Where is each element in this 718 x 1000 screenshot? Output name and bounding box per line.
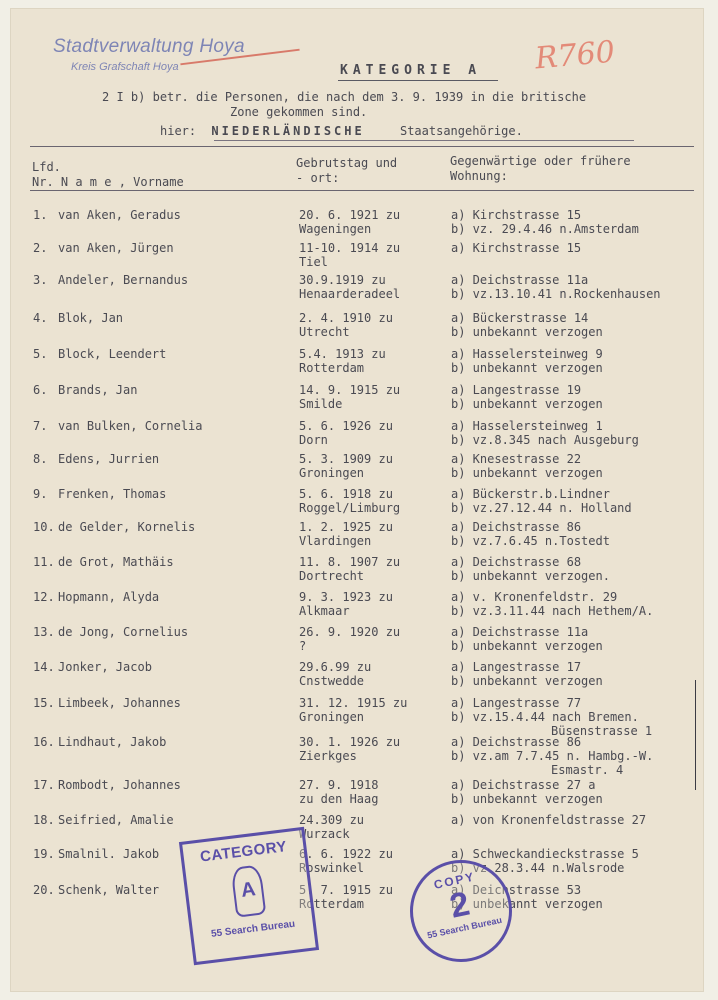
- address-a: a) Langestrasse 19: [451, 383, 582, 397]
- address-b: b) unbekannt verzogen: [451, 792, 603, 806]
- person-name: Jonker, Jacob: [58, 660, 152, 674]
- birth-date: 1. 2. 1925 zu: [299, 520, 393, 534]
- row-number: 9.: [33, 487, 48, 501]
- address-b: b) vz.7.6.45 n.Tostedt: [451, 534, 610, 548]
- nationality-suffix: Staatsangehörige.: [399, 124, 523, 138]
- intro-text: [102, 90, 586, 120]
- person-name: Frenken, Thomas: [58, 487, 167, 501]
- address-b: b) vz.3.11.44 nach Hethem/A.: [451, 604, 654, 618]
- person-name: Lindhaut, Jakob: [58, 735, 167, 749]
- address-b: b) unbekannt verzogen: [451, 674, 603, 688]
- birth-place: Vlardingen: [299, 534, 372, 548]
- nationality: NIEDERLÄNDISCHE: [211, 124, 365, 138]
- address-b: b) unbekannt verzogen: [451, 466, 603, 480]
- address-a: a) Hasselersteinweg 9: [451, 347, 603, 361]
- row-number: 19.: [33, 847, 55, 861]
- address-a: a) Langestrasse 77: [451, 696, 582, 710]
- header-rule: [30, 190, 694, 191]
- person-name: Andeler, Bernandus: [58, 273, 189, 287]
- address-a: a) Deichstrasse 53: [451, 883, 582, 897]
- address-a: a) Deichstrasse 11a: [451, 273, 589, 287]
- intro-prefix: 2 I b): [102, 90, 146, 104]
- person-name: Edens, Jurrien: [58, 452, 160, 466]
- person-name: van Bulken, Cornelia: [58, 419, 203, 433]
- row-number: 7.: [33, 419, 48, 433]
- birth-date: 2. 4. 1910 zu: [299, 311, 393, 325]
- header-lfd-name: [32, 160, 184, 190]
- birth-date: 29.6.99 zu: [299, 660, 372, 674]
- address-b: b) unbekannt verzogen.: [451, 569, 610, 583]
- row-number: 12.: [33, 590, 55, 604]
- address-a: a) Deichstrasse 86: [451, 735, 582, 749]
- hier-label: hier:: [160, 124, 197, 138]
- category-title: KATEGORIE A: [340, 63, 482, 78]
- birth-date: 5. 7. 1915 zu: [299, 883, 393, 897]
- birth-place: Rotterdam: [299, 361, 365, 375]
- birth-place: Tiel: [299, 255, 328, 269]
- category-stamp-bureau: 55 Search Bureau: [210, 918, 296, 940]
- intro-line2: Zone gekommen sind.: [230, 105, 368, 119]
- header-residence: [450, 154, 631, 184]
- person-name: Brands, Jan: [58, 383, 138, 397]
- row-number: 2.: [33, 241, 48, 255]
- row-number: 14.: [33, 660, 55, 674]
- address-a: a) Deichstrasse 11a: [451, 625, 589, 639]
- header-lfd: Lfd.: [32, 160, 61, 174]
- birth-place: Roggel/Limburg: [299, 501, 401, 515]
- birth-place: ?: [299, 639, 307, 653]
- category-stamp: [179, 827, 319, 965]
- row-number: 18.: [33, 813, 55, 827]
- person-name: Block, Leendert: [58, 347, 167, 361]
- header-birth: [296, 156, 397, 186]
- person-name: van Aken, Jürgen: [58, 241, 174, 255]
- address-a: a) Bückerstr.b.Lindner: [451, 487, 610, 501]
- person-name: Limbeek, Johannes: [58, 696, 181, 710]
- reference-mark: R760: [533, 34, 617, 77]
- row-number: 1.: [33, 208, 48, 222]
- category-underline: [338, 80, 498, 81]
- header-birth-line1: Gebrutstag und: [296, 156, 398, 170]
- address-a: a) Bückerstrasse 14: [451, 311, 589, 325]
- row-number: 13.: [33, 625, 55, 639]
- header-nr-name: Nr. N a m e , Vorname: [32, 175, 184, 189]
- header-residence-line1: Gegenwärtige oder frühere: [450, 154, 631, 168]
- row-number: 20.: [33, 883, 55, 897]
- office-stamp-line2: Kreis Grafschaft Hoya: [71, 61, 179, 73]
- person-name: Smalnil. Jakob: [58, 847, 160, 861]
- row-number: 5.: [33, 347, 48, 361]
- address-a: a) Kirchstrasse 15: [451, 208, 582, 222]
- address-b: b) unbekannt verzogen: [451, 397, 603, 411]
- person-name: Seifried, Amalie: [58, 813, 174, 827]
- birth-date: 14. 9. 1915 zu: [299, 383, 401, 397]
- address-a: a) Deichstrasse 27 a: [451, 778, 596, 792]
- person-name: Hopmann, Alyda: [58, 590, 160, 604]
- header-residence-line2: Wohnung:: [450, 169, 508, 183]
- birth-date: 26. 9. 1920 zu: [299, 625, 401, 639]
- row-number: 10.: [33, 520, 55, 534]
- address-a: a) Deichstrasse 68: [451, 555, 582, 569]
- copy-stamp-title: COPY: [432, 869, 477, 892]
- person-name: de Grot, Mathäis: [58, 555, 174, 569]
- row-number: 8.: [33, 452, 48, 466]
- category-stamp-title: CATEGORY: [199, 838, 288, 866]
- office-stamp-line1: Stadtverwaltung Hoya: [53, 36, 245, 57]
- address-a: a) Langestrasse 17: [451, 660, 582, 674]
- birth-place: Cnstwedde: [299, 674, 365, 688]
- row-number: 6.: [33, 383, 48, 397]
- office-stamp: [53, 36, 245, 73]
- category-stamp-letter: A: [230, 864, 266, 917]
- address-a: a) Knesestrasse 22: [451, 452, 582, 466]
- address-b: b) vz.am 7.7.45 n. Hambg.-W.: [451, 749, 654, 763]
- birth-date: 31. 12. 1915 zu: [299, 696, 408, 710]
- row-number: 15.: [33, 696, 55, 710]
- address-b: b) vz.13.10.41 n.Rockenhausen: [451, 287, 661, 301]
- hier-line: [160, 124, 523, 138]
- birth-date: 11. 8. 1907 zu: [299, 555, 401, 569]
- intro-line1: betr. die Personen, die nach dem 3. 9. 1939 in die britische: [152, 90, 587, 104]
- address-b: b) unbekannt verzogen: [451, 325, 603, 339]
- birth-place: Roswinkel: [299, 861, 365, 875]
- birth-date: 20. 6. 1921 zu: [299, 208, 401, 222]
- birth-place: Dortrecht: [299, 569, 365, 583]
- birth-date: 5. 6. 1918 zu: [299, 487, 393, 501]
- birth-place: Smilde: [299, 397, 343, 411]
- person-name: de Jong, Cornelius: [58, 625, 189, 639]
- birth-place: Wurzack: [299, 827, 350, 841]
- table-top-rule: [30, 146, 694, 147]
- birth-place: Henaarderadeel: [299, 287, 401, 301]
- header-birth-line2: - ort:: [296, 171, 340, 185]
- birth-date: 9. 3. 1923 zu: [299, 590, 393, 604]
- address-a: a) Kirchstrasse 15: [451, 241, 582, 255]
- birth-date: 30.9.1919 zu: [299, 273, 386, 287]
- person-name: de Gelder, Kornelis: [58, 520, 196, 534]
- birth-place: Alkmaar: [299, 604, 350, 618]
- address-a: a) Deichstrasse 86: [451, 520, 582, 534]
- row-number: 11.: [33, 555, 55, 569]
- birth-place: Groningen: [299, 466, 365, 480]
- address-b: b) unbekannt verzogen: [451, 897, 603, 911]
- birth-place: Zierkges: [299, 749, 357, 763]
- row-number: 3.: [33, 273, 48, 287]
- address-a: a) v. Kronenfeldstr. 29: [451, 590, 618, 604]
- address-a: a) Schweckandieckstrasse 5: [451, 847, 639, 861]
- birth-date: 11-10. 1914 zu: [299, 241, 401, 255]
- address-b: b) vz. 29.4.46 n.Amsterdam: [451, 222, 639, 236]
- birth-date: 5. 3. 1909 zu: [299, 452, 393, 466]
- row-number: 17.: [33, 778, 55, 792]
- birth-date: 6. 6. 1922 zu: [299, 847, 393, 861]
- birth-place: zu den Haag: [299, 792, 379, 806]
- copy-stamp-bureau: 55 Search Bureau: [426, 914, 503, 941]
- birth-place: Groningen: [299, 710, 365, 724]
- birth-date: 5.4. 1913 zu: [299, 347, 386, 361]
- birth-date: 5. 6. 1926 zu: [299, 419, 393, 433]
- address-b: b) vz.27.12.44 n. Holland: [451, 501, 632, 515]
- row-number: 16.: [33, 735, 55, 749]
- address-a: a) Hasselersteinweg 1: [451, 419, 603, 433]
- person-name: van Aken, Geradus: [58, 208, 181, 222]
- person-name: Schenk, Walter: [58, 883, 160, 897]
- address-a: a) von Kronenfeldstrasse 27: [451, 813, 647, 827]
- birth-date: 30. 1. 1926 zu: [299, 735, 401, 749]
- address-b: b) unbekannt verzogen: [451, 361, 603, 375]
- birth-date: 27. 9. 1918: [299, 778, 379, 792]
- address-b: b) vz.8.345 nach Ausgeburg: [451, 433, 639, 447]
- address-b: b) vz.15.4.44 nach Bremen.: [451, 710, 639, 724]
- address-c: Büsenstrasse 1: [551, 724, 653, 738]
- edge-mark: [695, 680, 696, 790]
- address-c: Esmastr. 4: [551, 763, 624, 777]
- birth-date: 24.309 zu: [299, 813, 365, 827]
- row-number: 4.: [33, 311, 48, 325]
- birth-place: Dorn: [299, 433, 328, 447]
- birth-place: Utrecht: [299, 325, 350, 339]
- person-name: Rombodt, Johannes: [58, 778, 181, 792]
- hier-underline: [214, 140, 634, 141]
- copy-stamp-number: 2: [446, 884, 473, 926]
- person-name: Blok, Jan: [58, 311, 124, 325]
- birth-place: Rotterdam: [299, 897, 365, 911]
- address-b: b) vz.28.3.44 n.Walsrode: [451, 861, 625, 875]
- birth-place: Wageningen: [299, 222, 372, 236]
- address-b: b) unbekannt verzogen: [451, 639, 603, 653]
